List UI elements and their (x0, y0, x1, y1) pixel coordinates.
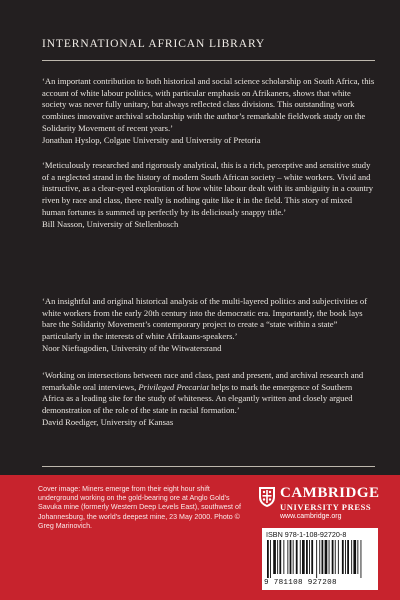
barcode-bar (335, 540, 336, 574)
review-quote-1 (42, 76, 375, 146)
barcode-bar (325, 540, 328, 574)
barcode-bar (296, 540, 298, 574)
barcode-bar (283, 540, 284, 574)
barcode-bar (316, 540, 317, 578)
barcode-bar (279, 540, 281, 574)
quote-text-before: ‘Working on intersections between race and class, past and present, and archival research and remarkable oral interviews, (42, 370, 364, 392)
barcode-bar (270, 540, 271, 578)
book-title-italic: Privileged Precariat (138, 381, 209, 392)
barcode-bar (267, 540, 269, 578)
barcode-bar (287, 540, 288, 574)
quote-text (42, 370, 375, 417)
review-quote-2 (42, 160, 375, 230)
barcode-bar (345, 540, 346, 574)
barcode-bar (293, 540, 294, 574)
publisher-name: CAMBRIDGE (280, 485, 380, 501)
bottom-divider (42, 466, 375, 467)
quote-text: ‘An insightful and original historical analysis of the multi-layered politics and subjectivities of white workers from the early 20th century into the democratic era. Importantly, the book lays bare the Solidarity Movement’s contemporary project to create a “state within a state” particularly in the interests of white Afrikaans-speakers.’ (42, 296, 368, 342)
isbn-barcode-panel (262, 528, 378, 590)
quote-attribution: Bill Nasson, University of Stellenbosch (42, 218, 179, 229)
publisher-url: www.cambridge.org (280, 513, 342, 520)
barcode-bar (342, 540, 344, 574)
quote-attribution: Jonathan Hyslop, Colgate University and University of Pretoria (42, 134, 261, 145)
barcode-bar (329, 540, 330, 574)
quote-text-after: helps to mark the emergence of Southern Africa as a leading site for the study of whiteness. An elegantly written and closely argued demonstration of the role of the state in racial formation.’ (42, 381, 353, 416)
isbn-digits: 9 781108 927208 (264, 579, 337, 587)
barcode-bar (353, 540, 356, 574)
series-title: INTERNATIONAL AFRICAN LIBRARY (42, 38, 266, 50)
top-divider (42, 60, 375, 61)
barcode-bar (347, 540, 349, 574)
barcode-bar (322, 540, 324, 574)
barcode-bar (290, 540, 292, 574)
barcode-bar (332, 540, 334, 574)
publisher-subtitle: UNIVERSITY PRESS (280, 502, 372, 512)
barcode-bar (309, 540, 310, 574)
barcode-bar (300, 540, 301, 574)
barcode-bar (351, 540, 352, 574)
barcode-bar (273, 540, 276, 574)
review-quote-3 (42, 296, 375, 355)
isbn-label: ISBN 978-1-108-92720-8 (266, 530, 347, 539)
cover-image-credit: Cover image: Miners emerge from their eight hour shift underground working on the gold-bearing ore at Anglo Gold’s Savuka mine (formerly Western Deep Levels East), southwest of Johannesburg, the world’s deepest mine, 23 May 2000. Photo © Greg Marinovich. (38, 485, 241, 530)
quote-text: ‘An important contribution to both historical and social science scholarship on South Africa, this account of white labour politics, with particular emphasis on Afrikaners, shows that white society was never fully unitary, but always reflected class divisions. This outstanding work combines innovative archival scholarship with the author’s remarkable fieldwork study on the Solidarity Movement of recent years.’ (42, 76, 375, 133)
quote-text: ‘Meticulously researched and rigorously analytical, this is a rich, perceptive and sensitive study of a neglected strand in the history of modern South African society – white workers. Vivid and instructive, as a clear-eyed exploration of how white labour dealt with its ambiguity in a country riven by race and class, there really is nothing quite like it in the field. This story of mixed human fortunes is summed up perfectly by its deliciously snappy title.’ (42, 160, 374, 217)
barcode-bar (338, 540, 339, 574)
review-quote-4 (42, 370, 375, 429)
quote-attribution: Noor Nieftagodien, University of the Witwatersrand (42, 342, 222, 353)
barcode-bar (357, 540, 358, 574)
barcode-bar (319, 540, 320, 574)
barcode-bar (277, 540, 278, 574)
barcode-bar (306, 540, 308, 574)
quote-attribution: David Roediger, University of Kansas (42, 416, 174, 427)
barcode (266, 540, 374, 578)
barcode-bar (361, 540, 362, 578)
cambridge-shield-icon (258, 486, 276, 508)
barcode-bar (302, 540, 305, 574)
barcode-bar (311, 540, 313, 574)
